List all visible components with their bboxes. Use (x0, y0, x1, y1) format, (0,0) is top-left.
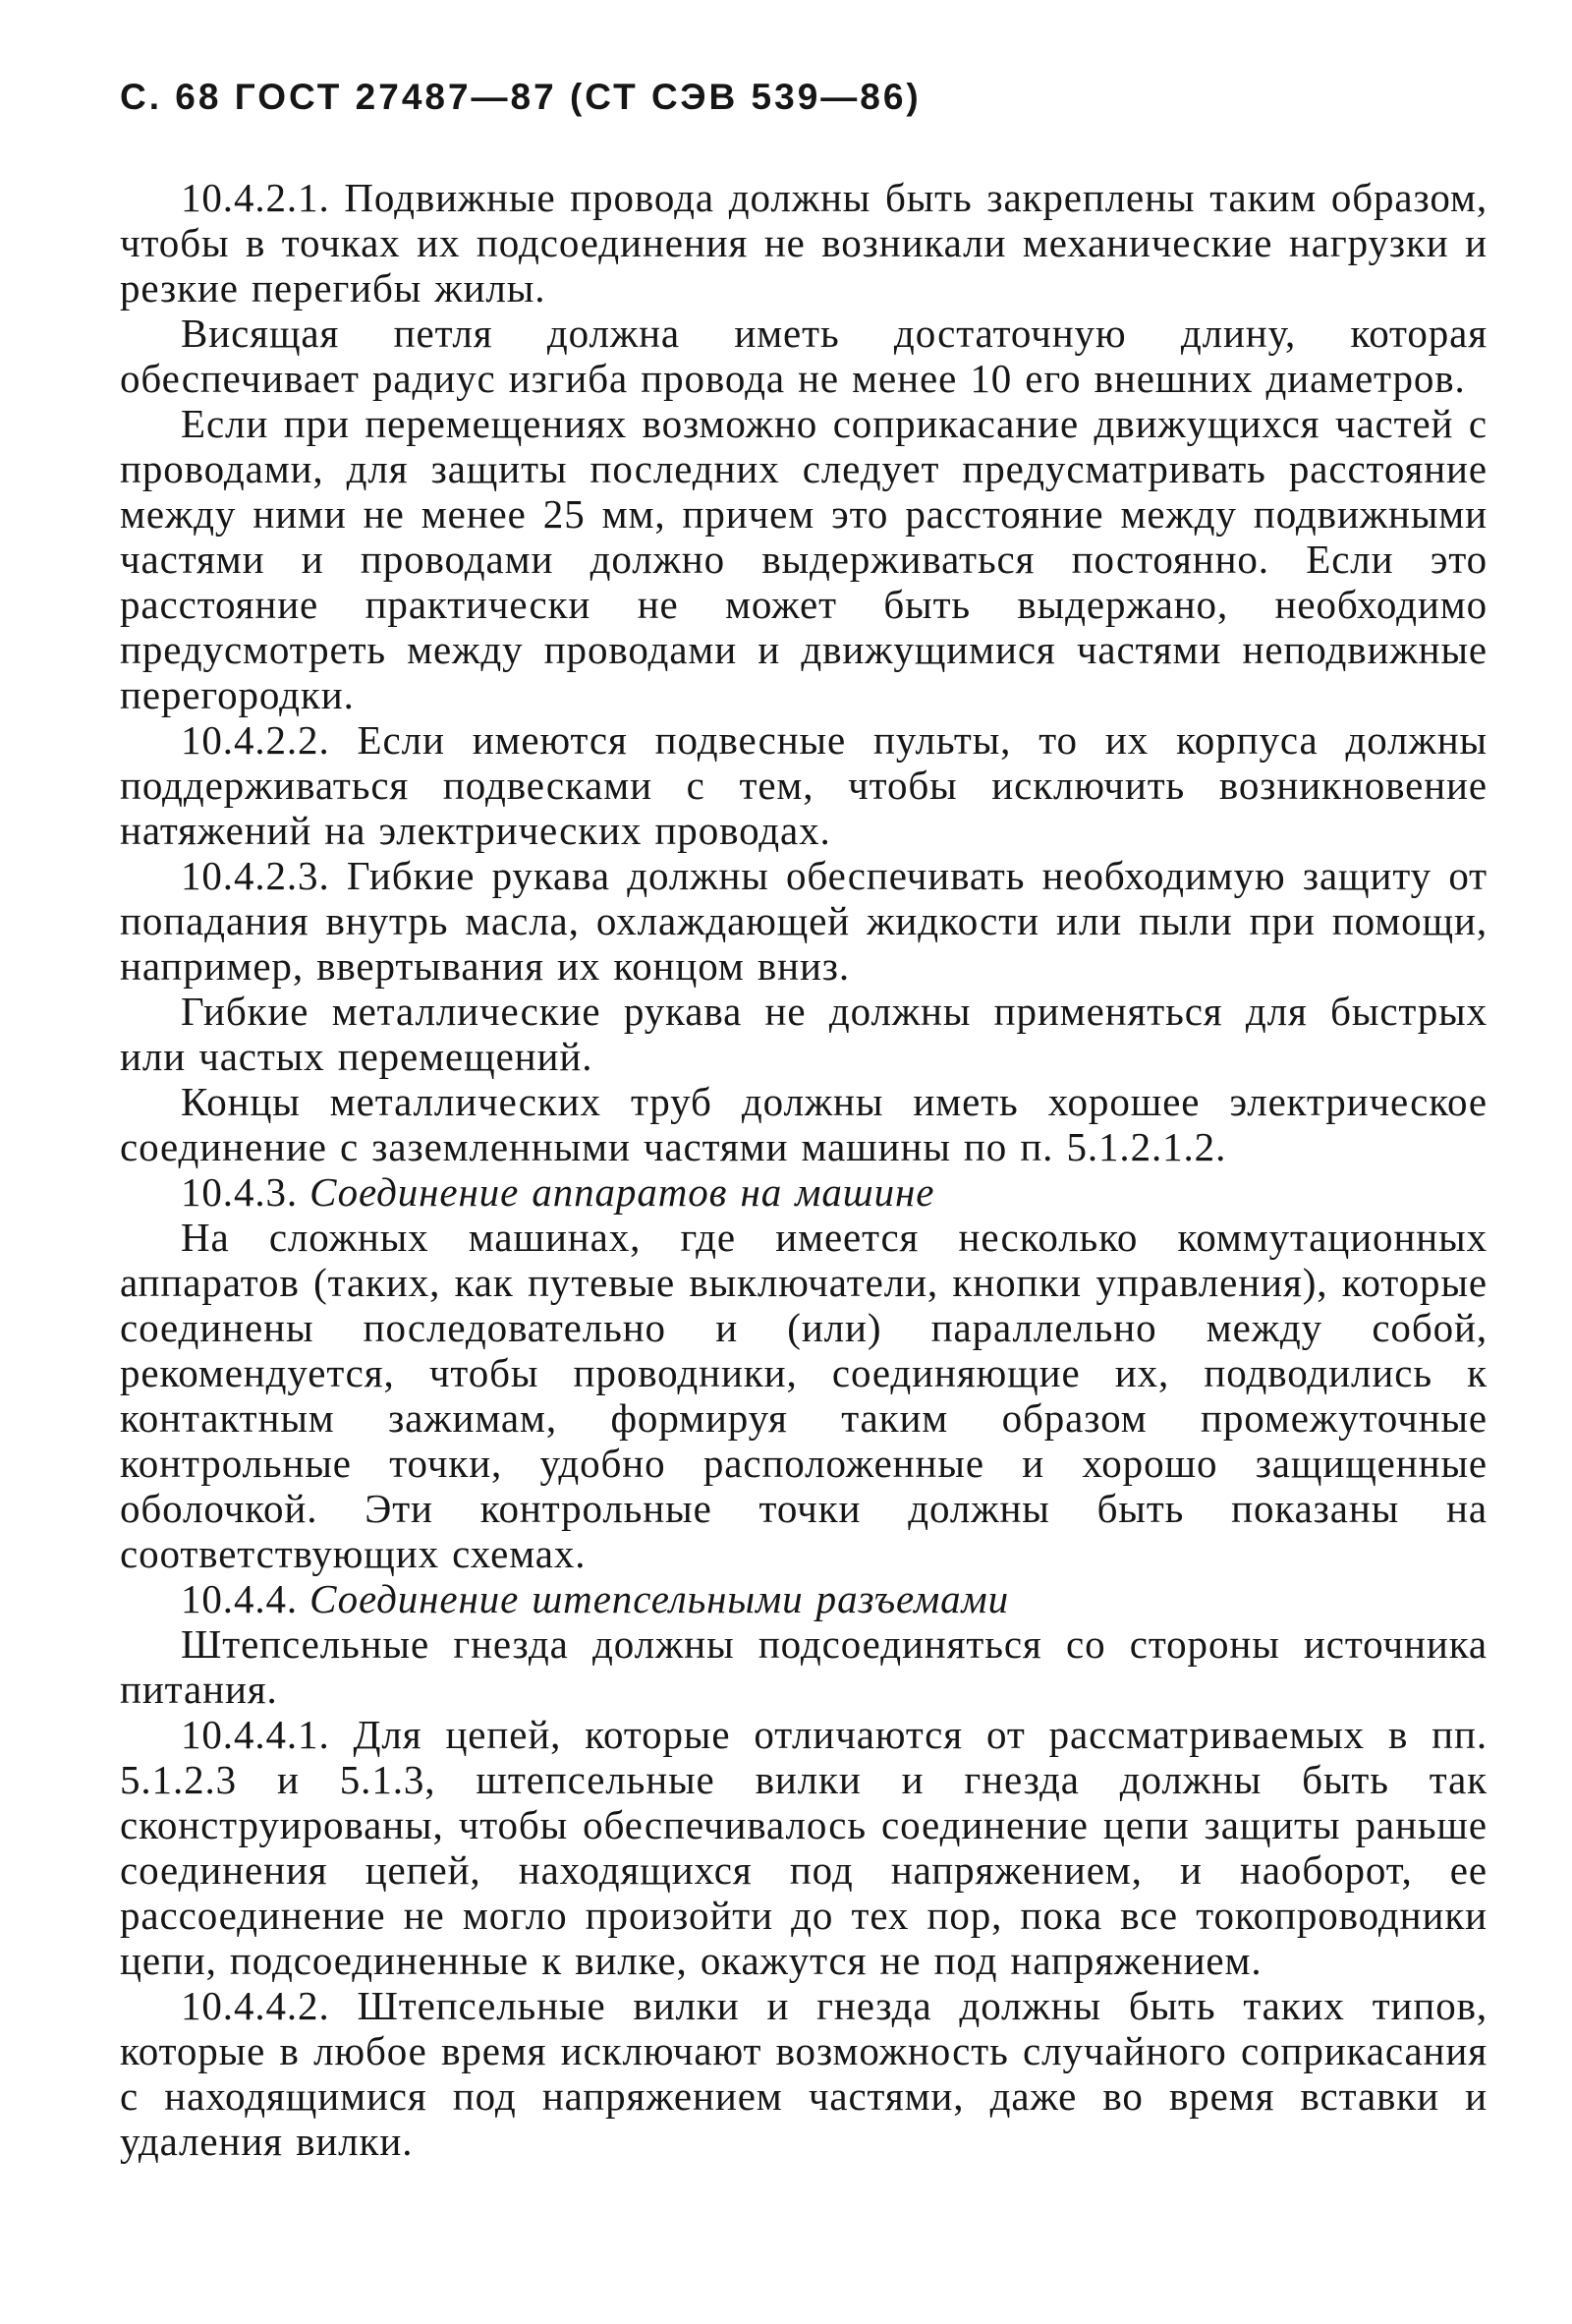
paragraph-metal-tube-ends: Концы металлических труб должны иметь хорошее электрическое соединение с заземленными частями машины по п. 5.1.2.1.2. (120, 1079, 1488, 1169)
paragraph-complex-machines: На сложных машинах, где имеется несколько коммутационных аппаратов (таких, как путевые выключатели, кнопки управления), которые соединены последовательно и (или) параллельно между собой, рекомендуется, чтобы проводники, соединяющие их, подводились к контактным зажимам, формируя таким образом промежуточные контрольные точки, удобно расположенные и хорошо защищенные оболочкой. Эти контрольные точки должны быть показаны на соответствующих схемах. (120, 1215, 1488, 1576)
page-header: С. 68 ГОСТ 27487—87 (СТ СЭВ 539—86) (120, 77, 922, 117)
paragraph-flexible-sleeves: Гибкие металлические рукава не должны применяться для быстрых или частых перемещений. (120, 989, 1488, 1079)
section-heading-10-4-4 (120, 1576, 1488, 1621)
section-title: Соединение штепсельными разъемами (309, 1576, 1010, 1621)
document-body (120, 175, 1488, 2164)
paragraph-10-4-2-2: 10.4.2.2. Если имеются подвесные пульты, то их корпуса должны поддерживаться подвесками с тем, чтобы исключить возникновение натяжений на электрических проводах. (120, 717, 1488, 853)
paragraph-10-4-4-1: 10.4.4.1. Для цепей, которые отличаются от рассматриваемых в пп. 5.1.2.3 и 5.1.3, штепсельные вилки и гнезда должны быть так сконструированы, чтобы обеспечивалось соединение цепи защиты раньше соединения цепей, находящихся под напряжением, и наоборот, ее рассоединение не могло произойти до тех пор, пока все токопроводники цепи, подсоединенные к вилке, окажутся не под напряжением. (120, 1712, 1488, 1983)
paragraph-10-4-2-1: 10.4.2.1. Подвижные провода должны быть закреплены таким образом, чтобы в точках их подсоединения не возникали механические нагрузки и резкие перегибы жилы. (120, 175, 1488, 311)
section-number: 10.4.4. (181, 1576, 299, 1621)
paragraph-moving-parts: Если при перемещениях возможно соприкасание движущихся частей с проводами, для защиты последних следует предусматривать расстояние между ними не менее 25 мм, причем это расстояние между подвижными частями и проводами должно выдерживаться постоянно. Если это расстояние практически не может быть выдержано, необходимо предусмотреть между проводами и движущимися частями неподвижные перегородки. (120, 401, 1488, 717)
section-title: Соединение аппаратов на машине (309, 1169, 935, 1215)
paragraph-10-4-4-2: 10.4.4.2. Штепсельные вилки и гнезда должны быть таких типов, которые в любое время исключают возможность случайного соприкасания с находящимися под напряжением частями, даже во время вставки и удаления вилки. (120, 1983, 1488, 2164)
paragraph-hanging-loop: Висящая петля должна иметь достаточную длину, которая обеспечивает радиус изгиба провода не менее 10 его внешних диаметров. (120, 311, 1488, 401)
section-heading-10-4-3 (120, 1169, 1488, 1215)
paragraph-sockets-supply-side: Штепсельные гнезда должны подсоединяться со стороны источника питания. (120, 1621, 1488, 1712)
section-number: 10.4.3. (181, 1169, 299, 1215)
paragraph-10-4-2-3: 10.4.2.3. Гибкие рукава должны обеспечивать необходимую защиту от попадания внутрь масла, охлаждающей жидкости или пыли при помощи, например, ввертывания их концом вниз. (120, 853, 1488, 989)
